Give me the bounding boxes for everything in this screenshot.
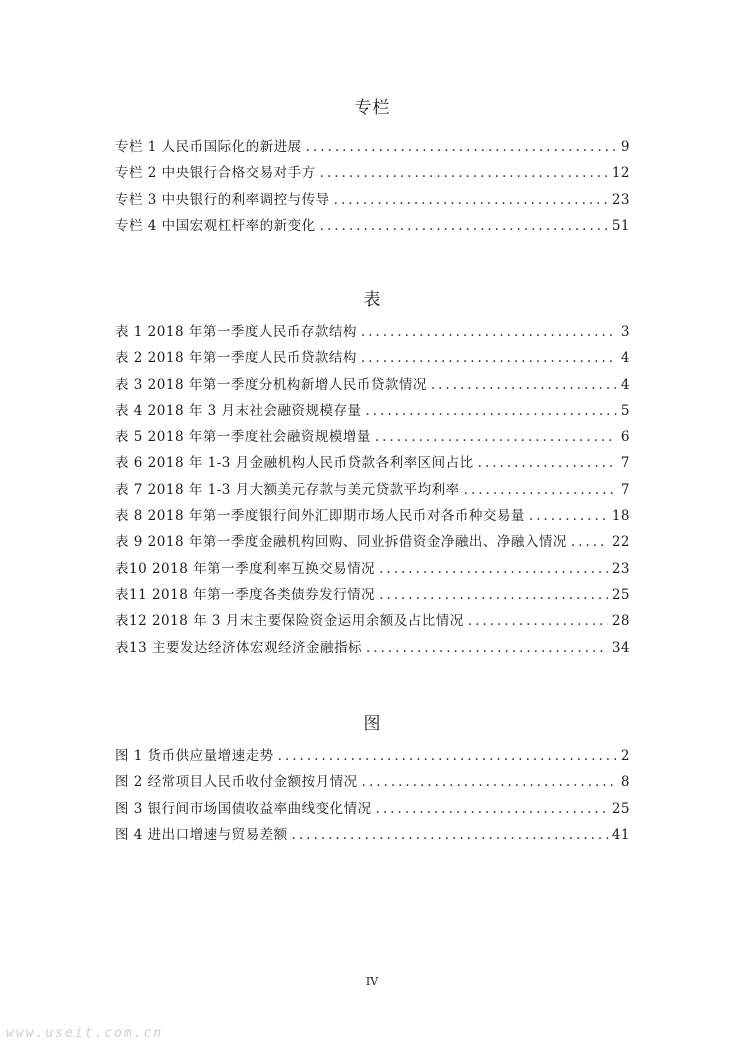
toc-entry[interactable] <box>115 503 630 529</box>
section-heading: 专栏 <box>354 98 391 118</box>
entry-label: 专栏 2 中央银行合格交易对手方 <box>115 165 316 182</box>
toc-entry[interactable] <box>115 160 630 186</box>
entry-page: 22 <box>611 534 630 551</box>
entry-label: 图 2 经常项目人民币收付金额按月情况 <box>115 774 358 791</box>
dot-leader <box>431 372 617 398</box>
toc-entry[interactable] <box>115 372 630 398</box>
dot-leader <box>306 134 617 160</box>
page-number: IV <box>365 975 379 988</box>
entry-page: 41 <box>611 826 630 843</box>
dot-leader <box>478 450 617 476</box>
toc-entry[interactable] <box>115 529 630 555</box>
toc-entry[interactable] <box>115 582 630 608</box>
section-heading: 图 <box>363 714 382 734</box>
entry-page: 23 <box>611 560 630 577</box>
entry-label: 表13 主要发达经济体宏观经济金融指标 <box>115 639 362 656</box>
dot-leader <box>361 319 617 345</box>
toc-section-tables <box>115 288 630 661</box>
entry-page: 34 <box>611 639 630 656</box>
entry-label: 表 2 2018 年第一季度人民币贷款结构 <box>115 350 357 367</box>
entry-page: 28 <box>611 613 630 630</box>
entry-page: 7 <box>620 481 630 498</box>
entry-label: 图 1 货币供应量增速走势 <box>115 748 274 764</box>
toc-entry[interactable] <box>115 608 630 634</box>
toc-section-figures <box>115 712 630 848</box>
entry-page: 2 <box>620 748 630 764</box>
toc-entry[interactable] <box>115 822 630 848</box>
dot-leader <box>529 503 608 529</box>
toc-entry[interactable] <box>115 477 630 503</box>
entry-label: 表 9 2018 年第一季度金融机构回购、同业拆借资金净融出、净融入情况 <box>115 534 567 551</box>
dot-leader <box>362 769 617 795</box>
entry-page: 23 <box>611 191 630 208</box>
entry-label: 表 3 2018 年第一季度分机构新增人民币贷款情况 <box>115 376 427 393</box>
toc-entry[interactable] <box>115 319 630 345</box>
entry-label: 专栏 3 中央银行的利率调控与传导 <box>115 191 330 208</box>
toc-section-boxes <box>115 96 630 239</box>
dot-leader <box>292 822 608 848</box>
entry-label: 表10 2018 年第一季度利率互换交易情况 <box>115 560 376 577</box>
dot-leader <box>375 424 617 450</box>
entry-page: 51 <box>611 217 630 234</box>
entry-page: 7 <box>620 455 630 472</box>
dot-leader <box>376 796 608 822</box>
toc-list <box>115 134 630 239</box>
entry-page: 3 <box>620 324 630 340</box>
entry-page: 25 <box>611 586 630 603</box>
entry-label: 图 3 银行间市场国债收益率曲线变化情况 <box>115 800 372 817</box>
entry-label: 表 1 2018 年第一季度人民币存款结构 <box>115 324 357 340</box>
dot-leader <box>334 187 608 213</box>
toc-entry[interactable] <box>115 796 630 822</box>
dot-leader <box>379 582 608 608</box>
toc-entry[interactable] <box>115 635 630 661</box>
entry-label: 表12 2018 年 3 月末主要保险资金运用余额及占比情况 <box>115 613 464 630</box>
dot-leader <box>464 477 617 503</box>
toc-entry[interactable] <box>115 556 630 582</box>
entry-page: 4 <box>620 376 630 393</box>
entry-page: 25 <box>611 800 630 817</box>
toc-entry[interactable] <box>115 398 630 424</box>
entry-label: 表 4 2018 年 3 月末社会融资规模存量 <box>115 402 362 419</box>
dot-leader <box>366 398 617 424</box>
toc-entry[interactable] <box>115 769 630 795</box>
toc-list <box>115 319 630 661</box>
toc-entry[interactable] <box>115 743 630 769</box>
dot-leader <box>278 743 617 769</box>
entry-page: 8 <box>620 774 630 791</box>
dot-leader <box>320 213 608 239</box>
entry-page: 9 <box>620 139 630 155</box>
entry-label: 表 7 2018 年 1-3 月大额美元存款与美元贷款平均利率 <box>115 481 460 498</box>
dot-leader <box>320 160 608 186</box>
entry-page: 5 <box>620 402 630 419</box>
toc-entry[interactable] <box>115 424 630 450</box>
entry-label: 专栏 1 人民币国际化的新进展 <box>115 139 302 155</box>
dot-leader <box>366 635 608 661</box>
entry-page: 6 <box>620 429 630 446</box>
watermark: www.useit.com.cn <box>6 1026 164 1041</box>
entry-label: 表 5 2018 年第一季度社会融资规模增量 <box>115 429 371 446</box>
toc-entry[interactable] <box>115 213 630 239</box>
entry-label: 专栏 4 中国宏观杠杆率的新变化 <box>115 217 316 234</box>
dot-leader <box>468 608 608 634</box>
entry-page: 4 <box>620 350 630 367</box>
entry-page: 18 <box>611 508 630 525</box>
toc-entry[interactable] <box>115 187 630 213</box>
entry-label: 表 6 2018 年 1-3 月金融机构人民币贷款各利率区间占比 <box>115 455 474 472</box>
toc-list <box>115 743 630 848</box>
entry-label: 表 8 2018 年第一季度银行间外汇即期市场人民币对各币种交易量 <box>115 508 525 525</box>
entry-label: 表11 2018 年第一季度各类债券发行情况 <box>115 586 376 603</box>
entry-page: 12 <box>611 165 630 182</box>
toc-entry[interactable] <box>115 345 630 371</box>
dot-leader <box>571 529 608 555</box>
toc-entry[interactable] <box>115 450 630 476</box>
entry-label: 图 4 进出口增速与贸易差额 <box>115 826 288 843</box>
dot-leader <box>361 345 617 371</box>
dot-leader <box>379 556 608 582</box>
toc-entry[interactable] <box>115 134 630 160</box>
section-heading: 表 <box>363 290 382 310</box>
